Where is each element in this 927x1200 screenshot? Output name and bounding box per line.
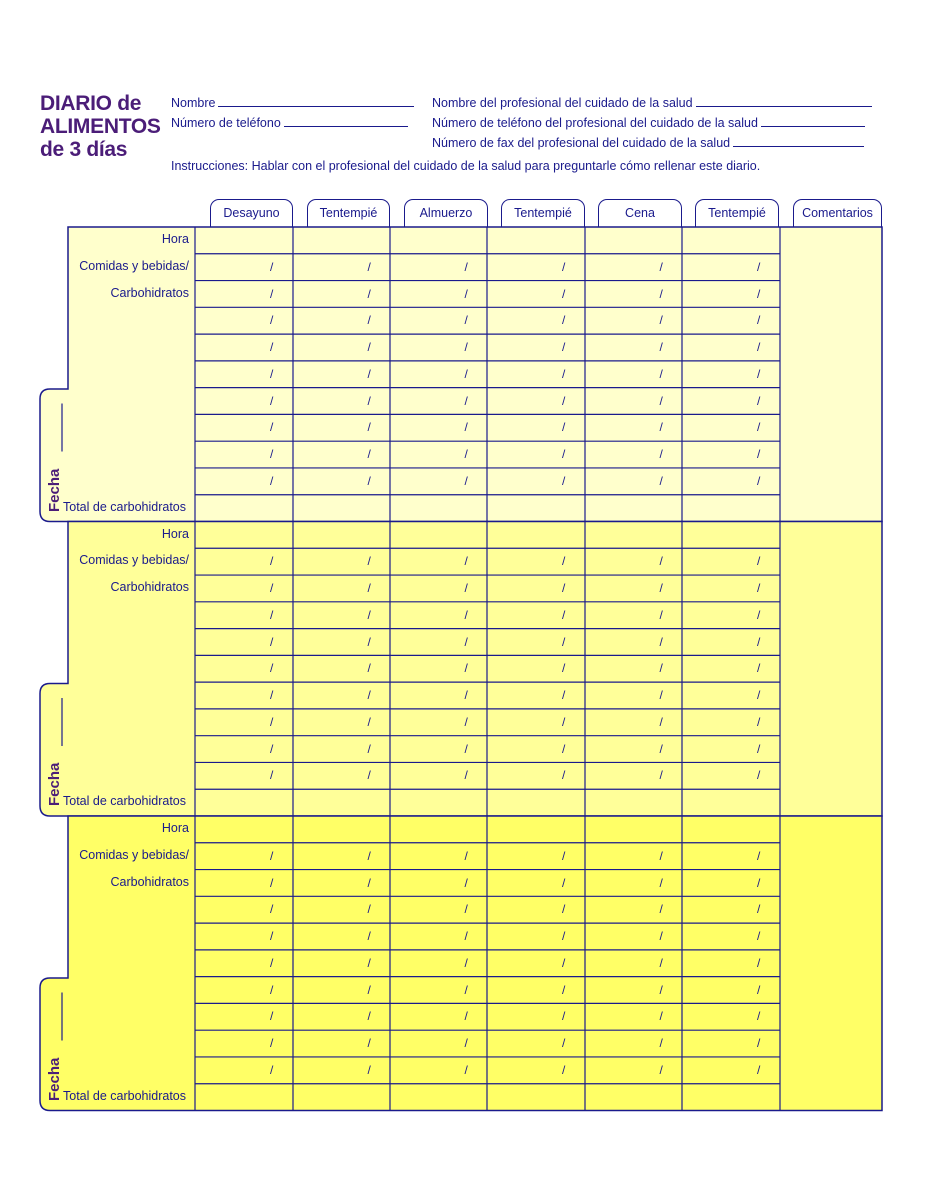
food-carb-separator: / xyxy=(659,420,663,435)
food-carb-separator: / xyxy=(659,581,663,596)
food-carb-separator: / xyxy=(562,607,566,622)
food-carb-separator: / xyxy=(562,982,566,997)
food-carb-separator: / xyxy=(562,581,566,596)
food-carb-separator: / xyxy=(367,768,371,783)
food-carb-separator: / xyxy=(659,393,663,408)
food-carb-separator: / xyxy=(757,982,761,997)
food-carb-separator: / xyxy=(464,473,468,488)
food-carb-separator: / xyxy=(757,661,761,676)
food-carb-separator: / xyxy=(464,688,468,703)
food-carb-separator: / xyxy=(659,929,663,944)
column-tab-breakfast: Desayuno xyxy=(210,199,293,227)
food-carb-separator: / xyxy=(270,286,274,301)
food-carb-separator: / xyxy=(270,447,274,462)
row-label-total: Total de carbohidratos xyxy=(63,499,186,514)
food-carb-separator: / xyxy=(464,420,468,435)
food-carb-separator: / xyxy=(757,259,761,274)
food-carb-separator: / xyxy=(270,741,274,756)
food-carb-separator: / xyxy=(464,366,468,381)
row-label-time: Hora xyxy=(161,526,189,541)
food-carb-separator: / xyxy=(659,875,663,890)
food-carb-separator: / xyxy=(757,286,761,301)
food-carb-separator: / xyxy=(757,768,761,783)
food-carb-separator: / xyxy=(659,661,663,676)
food-carb-separator: / xyxy=(270,340,274,355)
food-carb-separator: / xyxy=(562,902,566,917)
food-carb-separator: / xyxy=(562,366,566,381)
row-label-carbs: Carbohidratos xyxy=(110,874,189,889)
food-carb-separator: / xyxy=(270,768,274,783)
food-carb-separator: / xyxy=(464,902,468,917)
food-carb-separator: / xyxy=(367,661,371,676)
food-carb-separator: / xyxy=(464,393,468,408)
food-carb-separator: / xyxy=(757,313,761,328)
food-carb-separator: / xyxy=(659,554,663,569)
column-tab-snack-3: Tentempié xyxy=(695,199,779,227)
food-carb-separator: / xyxy=(367,929,371,944)
food-carb-separator: / xyxy=(270,902,274,917)
row-label-time: Hora xyxy=(161,821,189,835)
food-carb-separator: / xyxy=(270,875,274,890)
food-carb-separator: / xyxy=(464,875,468,890)
name-label: Nombre xyxy=(171,96,216,110)
food-carb-separator: / xyxy=(562,875,566,890)
food-carb-separator: / xyxy=(659,714,663,729)
row-label-total: Total de carbohidratos xyxy=(63,1088,186,1103)
food-carb-separator: / xyxy=(367,741,371,756)
food-carb-separator: / xyxy=(464,554,468,569)
food-carb-separator: / xyxy=(562,1009,566,1024)
row-label-food: Comidas y bebidas/ xyxy=(79,258,189,273)
food-carb-separator: / xyxy=(562,768,566,783)
food-carb-separator: / xyxy=(367,286,371,301)
food-carb-separator: / xyxy=(367,955,371,970)
food-carb-separator: / xyxy=(367,554,371,569)
food-carb-separator: / xyxy=(659,955,663,970)
food-carb-separator: / xyxy=(367,366,371,381)
food-carb-separator: / xyxy=(270,688,274,703)
date-label-day-2: Fecha xyxy=(46,762,63,806)
food-carb-separator: / xyxy=(757,741,761,756)
food-carb-separator: / xyxy=(757,581,761,596)
food-carb-separator: / xyxy=(367,875,371,890)
food-carb-separator: / xyxy=(464,340,468,355)
food-carb-separator: / xyxy=(562,420,566,435)
food-carb-separator: / xyxy=(562,1062,566,1077)
food-carb-separator: / xyxy=(757,607,761,622)
food-carb-separator: / xyxy=(367,1009,371,1024)
date-label-day-1: Fecha xyxy=(46,468,63,512)
food-carb-separator: / xyxy=(659,634,663,649)
food-carb-separator: / xyxy=(757,420,761,435)
food-carb-separator: / xyxy=(464,848,468,863)
food-carb-separator: / xyxy=(270,634,274,649)
food-carb-separator: / xyxy=(367,982,371,997)
food-carb-separator: / xyxy=(367,714,371,729)
food-carb-separator: / xyxy=(562,741,566,756)
food-carb-separator: / xyxy=(270,259,274,274)
food-carb-separator: / xyxy=(562,1036,566,1051)
food-carb-separator: / xyxy=(464,447,468,462)
food-carb-separator: / xyxy=(367,340,371,355)
food-carb-separator: / xyxy=(464,714,468,729)
food-carb-separator: / xyxy=(367,259,371,274)
date-label-day-3: Fecha xyxy=(46,1057,63,1101)
food-carb-separator: / xyxy=(562,286,566,301)
food-carb-separator: / xyxy=(464,1062,468,1077)
food-carb-separator: / xyxy=(367,1036,371,1051)
instructions-text: Instrucciones: Hablar con el profesional del cuidado de la salud para preguntarle cómo rellenar este diario. xyxy=(171,159,761,173)
column-tab-lunch: Almuerzo xyxy=(404,199,488,227)
food-carb-separator: / xyxy=(270,473,274,488)
food-carb-separator: / xyxy=(464,607,468,622)
food-carb-separator: / xyxy=(757,340,761,355)
food-carb-separator: / xyxy=(270,393,274,408)
row-label-food: Comidas y bebidas/ xyxy=(79,553,189,568)
food-carb-separator: / xyxy=(562,447,566,462)
food-carb-separator: / xyxy=(464,1009,468,1024)
food-carb-separator: / xyxy=(659,1062,663,1077)
food-carb-separator: / xyxy=(659,286,663,301)
food-carb-separator: / xyxy=(757,366,761,381)
food-carb-separator: / xyxy=(464,768,468,783)
food-carb-separator: / xyxy=(464,955,468,970)
food-carb-separator: / xyxy=(367,313,371,328)
provider-name-label: Nombre del profesional del cuidado de la salud xyxy=(432,96,693,110)
food-carb-separator: / xyxy=(270,581,274,596)
row-label-carbs: Carbohidratos xyxy=(110,285,189,300)
provider-phone-label: Número de teléfono del profesional del cuidado de la salud xyxy=(432,116,758,130)
food-carb-separator: / xyxy=(270,1009,274,1024)
food-carb-separator: / xyxy=(367,688,371,703)
food-carb-separator: / xyxy=(367,634,371,649)
food-carb-separator: / xyxy=(367,848,371,863)
food-carb-separator: / xyxy=(464,634,468,649)
food-carb-separator: / xyxy=(270,848,274,863)
food-carb-separator: / xyxy=(659,982,663,997)
food-carb-separator: / xyxy=(367,393,371,408)
food-carb-separator: / xyxy=(562,473,566,488)
food-carb-separator: / xyxy=(464,982,468,997)
food-carb-separator: / xyxy=(562,340,566,355)
food-carb-separator: / xyxy=(757,848,761,863)
row-label-time: Hora xyxy=(161,232,189,246)
food-carb-separator: / xyxy=(270,1036,274,1051)
food-carb-separator: / xyxy=(659,902,663,917)
title-line-3: de 3 días xyxy=(40,138,128,161)
food-carb-separator: / xyxy=(757,902,761,917)
food-carb-separator: / xyxy=(367,473,371,488)
food-carb-separator: / xyxy=(757,688,761,703)
food-carb-separator: / xyxy=(659,1036,663,1051)
food-carb-separator: / xyxy=(464,661,468,676)
row-label-total: Total de carbohidratos xyxy=(63,794,186,809)
food-carb-separator: / xyxy=(562,929,566,944)
food-carb-separator: / xyxy=(367,581,371,596)
food-carb-separator: / xyxy=(367,607,371,622)
row-label-food: Comidas y bebidas/ xyxy=(79,847,189,862)
food-carb-separator: / xyxy=(270,366,274,381)
food-carb-separator: / xyxy=(757,634,761,649)
food-carb-separator: / xyxy=(659,366,663,381)
food-carb-separator: / xyxy=(659,473,663,488)
food-carb-separator: / xyxy=(464,286,468,301)
food-carb-separator: / xyxy=(270,982,274,997)
food-carb-separator: / xyxy=(562,688,566,703)
food-carb-separator: / xyxy=(367,1062,371,1077)
food-carb-separator: / xyxy=(757,955,761,970)
food-carb-separator: / xyxy=(757,393,761,408)
column-tab-snack-2: Tentempié xyxy=(501,199,585,227)
food-carb-separator: / xyxy=(270,929,274,944)
food-carb-separator: / xyxy=(757,447,761,462)
column-tab-snack-1: Tentempié xyxy=(307,199,390,227)
food-carb-separator: / xyxy=(270,1062,274,1077)
food-carb-separator: / xyxy=(659,340,663,355)
title-line-1: DIARIO de xyxy=(40,92,142,115)
provider-fax-label: Número de fax del profesional del cuidado de la salud xyxy=(432,136,731,150)
row-label-carbs: Carbohidratos xyxy=(110,580,189,595)
food-carb-separator: / xyxy=(562,955,566,970)
food-carb-separator: / xyxy=(562,393,566,408)
food-carb-separator: / xyxy=(757,929,761,944)
food-carb-separator: / xyxy=(270,661,274,676)
food-carb-separator: / xyxy=(562,634,566,649)
food-carb-separator: / xyxy=(757,875,761,890)
food-carb-separator: / xyxy=(464,581,468,596)
column-tab-comments: Comentarios xyxy=(793,199,882,227)
food-carb-separator: / xyxy=(464,1036,468,1051)
title-line-2: ALIMENTOS xyxy=(40,115,161,138)
food-carb-separator: / xyxy=(757,1036,761,1051)
food-carb-separator: / xyxy=(659,768,663,783)
food-carb-separator: / xyxy=(270,313,274,328)
food-carb-separator: / xyxy=(659,688,663,703)
food-carb-separator: / xyxy=(562,259,566,274)
food-carb-separator: / xyxy=(562,661,566,676)
food-carb-separator: / xyxy=(659,313,663,328)
food-carb-separator: / xyxy=(562,714,566,729)
food-carb-separator: / xyxy=(659,741,663,756)
food-carb-separator: / xyxy=(562,554,566,569)
food-carb-separator: / xyxy=(270,714,274,729)
food-carb-separator: / xyxy=(464,929,468,944)
food-carb-separator: / xyxy=(270,554,274,569)
food-carb-separator: / xyxy=(270,607,274,622)
column-tab-dinner: Cena xyxy=(598,199,682,227)
food-carb-separator: / xyxy=(270,420,274,435)
food-carb-separator: / xyxy=(367,902,371,917)
food-carb-separator: / xyxy=(270,955,274,970)
food-carb-separator: / xyxy=(464,313,468,328)
phone-label: Número de teléfono xyxy=(171,116,281,130)
food-carb-separator: / xyxy=(659,848,663,863)
food-carb-separator: / xyxy=(367,447,371,462)
food-carb-separator: / xyxy=(659,447,663,462)
food-carb-separator: / xyxy=(464,741,468,756)
food-carb-separator: / xyxy=(757,1009,761,1024)
food-carb-separator: / xyxy=(464,259,468,274)
food-carb-separator: / xyxy=(757,554,761,569)
food-carb-separator: / xyxy=(562,848,566,863)
food-carb-separator: / xyxy=(757,473,761,488)
food-carb-separator: / xyxy=(562,313,566,328)
food-carb-separator: / xyxy=(659,259,663,274)
food-carb-separator: / xyxy=(659,1009,663,1024)
food-carb-separator: / xyxy=(367,420,371,435)
food-carb-separator: / xyxy=(757,714,761,729)
food-carb-separator: / xyxy=(659,607,663,622)
food-carb-separator: / xyxy=(757,1062,761,1077)
